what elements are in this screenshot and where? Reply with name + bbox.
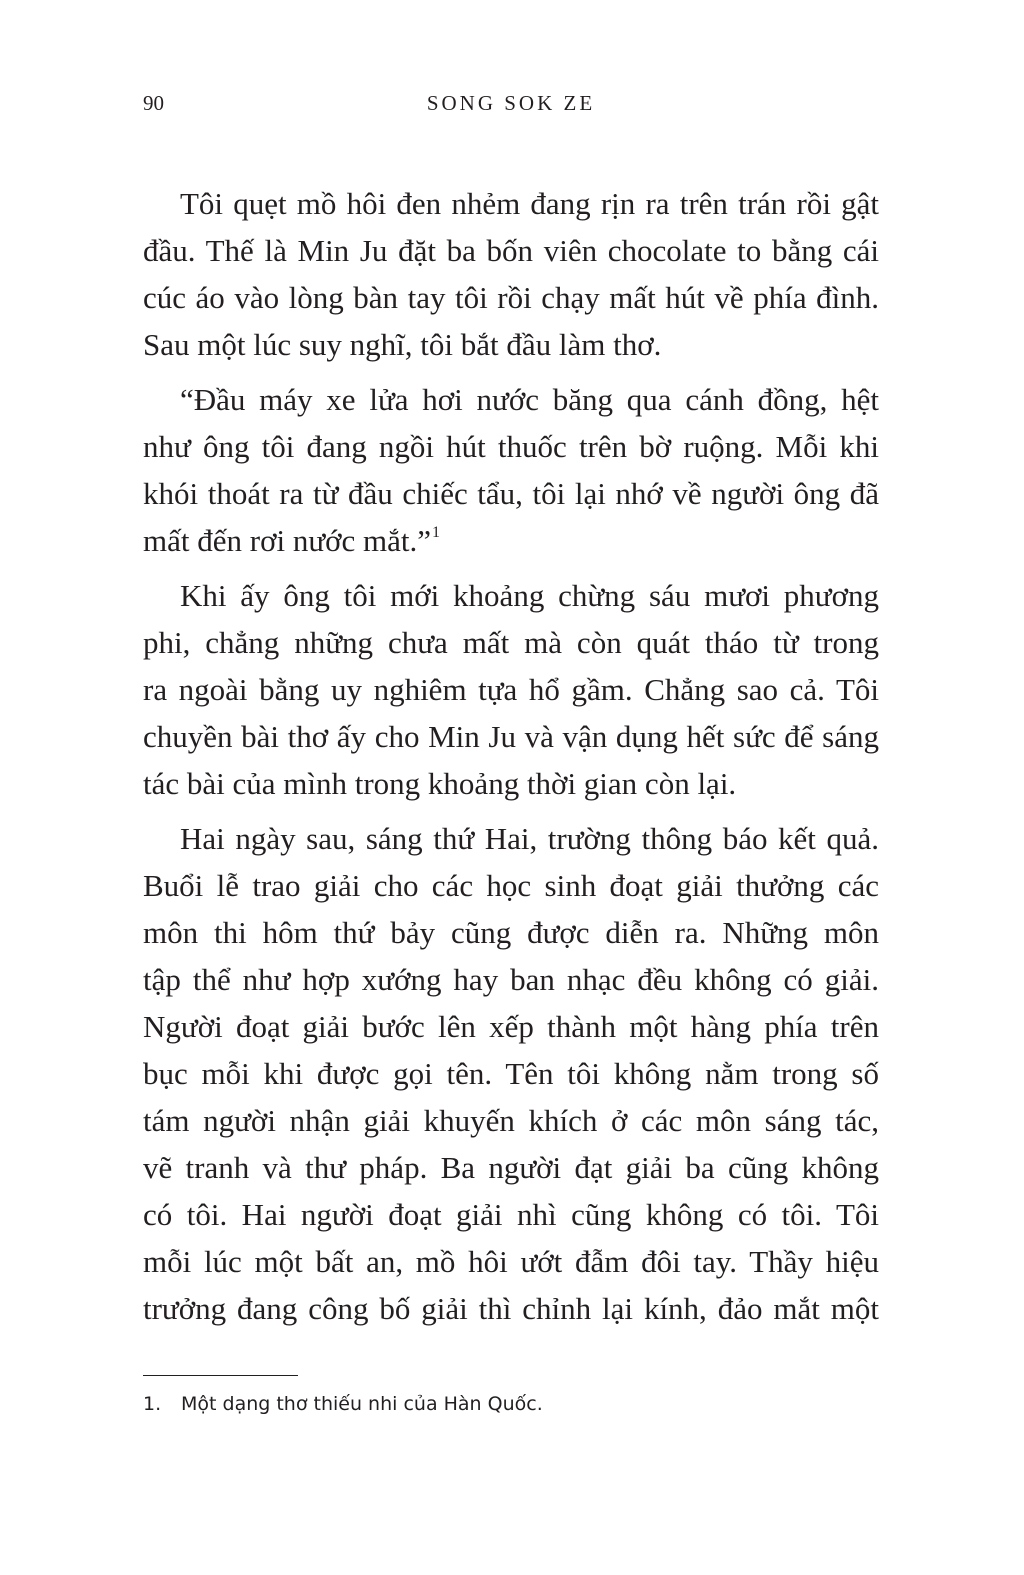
text-line: như ông tôi đang ngồi hút thuốc trên bờ ruộng. Mỗi khi bbox=[143, 429, 879, 464]
footnote-number: 1. bbox=[143, 1393, 162, 1415]
footnote bbox=[143, 1389, 879, 1419]
footnote-reference[interactable]: 1 bbox=[432, 524, 441, 541]
text-line: đầu. Thế là Min Ju đặt ba bốn viên chocolate to bằng cái bbox=[143, 233, 879, 268]
text-line: “Đầu máy xe lửa hơi nước băng qua cánh đồng, hệt bbox=[180, 382, 879, 417]
text-line: vẽ tranh và thư pháp. Ba người đạt giải ba cũng không bbox=[143, 1150, 879, 1185]
text-line: Sau một lúc suy nghĩ, tôi bắt đầu làm thơ. bbox=[143, 327, 662, 362]
page-number: 90 bbox=[143, 91, 164, 115]
text-line: khói thoát ra từ đầu chiếc tẩu, tôi lại nhớ về người ông đã bbox=[143, 476, 879, 511]
text-line: bục mỗi khi được gọi tên. Tên tôi không nằm trong số bbox=[143, 1056, 879, 1091]
text-line: có tôi. Hai người đoạt giải nhì cũng không có tôi. Tôi bbox=[143, 1197, 879, 1232]
paragraph-4 bbox=[143, 815, 879, 1332]
body-text bbox=[143, 180, 879, 1340]
paragraph-3 bbox=[143, 572, 879, 807]
text-line: trưởng đang công bố giải thì chỉnh lại kính, đảo mắt một bbox=[143, 1291, 879, 1326]
text-line: chuyền bài thơ ấy cho Min Ju và vận dụng hết sức để sáng bbox=[143, 719, 879, 754]
text-line: phi, chẳng những chưa mất mà còn quát tháo từ trong bbox=[143, 625, 879, 660]
text-line: ra ngoài bằng uy nghiêm tựa hổ gầm. Chẳng sao cả. Tôi bbox=[143, 672, 879, 707]
text-line: tập thể như hợp xướng hay ban nhạc đều không có giải. bbox=[143, 962, 879, 997]
text-line: cúc áo vào lòng bàn tay tôi rồi chạy mất hút về phía đình. bbox=[143, 280, 879, 315]
running-head bbox=[143, 88, 879, 118]
text-line: mỗi lúc một bất an, mồ hôi ướt đẫm đôi tay. Thầy hiệu bbox=[143, 1244, 879, 1279]
text-line: Khi ấy ông tôi mới khoảng chừng sáu mươi phương bbox=[180, 578, 879, 613]
text-line: môn thi hôm thứ bảy cũng được diễn ra. Những môn bbox=[143, 915, 879, 950]
text-line: mất đến rơi nước mắt.” bbox=[143, 523, 432, 558]
text-line-with-footnote bbox=[143, 517, 879, 564]
text-line: Người đoạt giải bước lên xếp thành một hàng phía trên bbox=[143, 1009, 879, 1044]
text-line: tác bài của mình trong khoảng thời gian còn lại. bbox=[143, 766, 737, 801]
text-line: Tôi quẹt mồ hôi đen nhẻm đang rịn ra trên trán rồi gật bbox=[180, 186, 879, 221]
footnote-text: Một dạng thơ thiếu nhi của Hàn Quốc. bbox=[181, 1393, 543, 1415]
text-line: Hai ngày sau, sáng thứ Hai, trường thông báo kết quả. bbox=[180, 821, 879, 856]
footnote-divider bbox=[143, 1375, 298, 1376]
text-line: Buổi lễ trao giải cho các học sinh đoạt giải thưởng các bbox=[143, 868, 879, 903]
paragraph-2 bbox=[143, 376, 879, 564]
paragraph-1 bbox=[143, 180, 879, 368]
text-line: tám người nhận giải khuyến khích ở các môn sáng tác, bbox=[143, 1103, 879, 1138]
book-author: SONG SOK ZE bbox=[426, 91, 596, 115]
